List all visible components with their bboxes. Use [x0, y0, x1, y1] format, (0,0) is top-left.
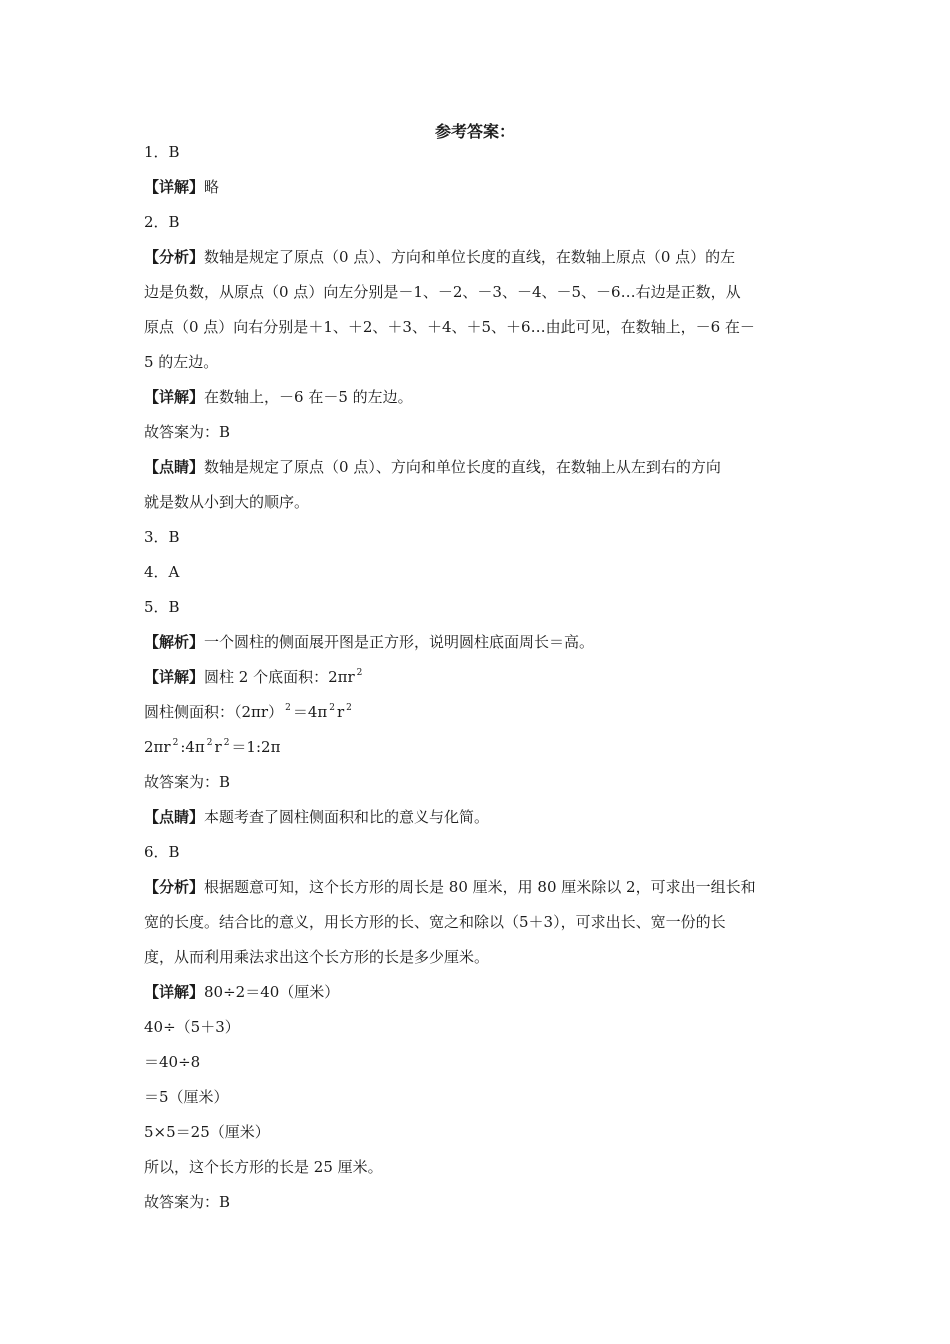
line-text: 故答案为：B [144, 773, 231, 791]
line-text: 原点（0 点）向右分别是＋1、＋2、＋3、＋4、＋5、＋6…由此可见，在数轴上，－6 在－ [144, 318, 755, 336]
line-text: :4π [180, 738, 205, 756]
section-tag: 【详解】 [144, 388, 205, 406]
line-text: 圆柱侧面积：（2πr） [144, 703, 284, 721]
line-text: 圆柱 2 个底面积：2πr [204, 668, 355, 686]
line-text: 宽的长度。结合比的意义，用长方形的长、宽之和除以（5＋3），可求出长、宽一份的长 [144, 913, 726, 931]
section-tag: 【点睛】 [144, 808, 205, 826]
line-text: 数轴是规定了原点（0 点）、方向和单位长度的直线，在数轴上从左到右的方向 [204, 458, 721, 476]
answer-line [144, 555, 814, 590]
answer-line [144, 485, 814, 520]
answer-line [144, 275, 814, 310]
answer-line [144, 135, 814, 170]
line-text: 度，从而利用乘法求出这个长方形的长是多少厘米。 [144, 948, 490, 966]
answer-line [144, 800, 814, 835]
answer-line [144, 905, 814, 940]
superscript: 2 [346, 703, 352, 713]
page-title: 参考答案： [434, 122, 515, 141]
answer-line [144, 1150, 814, 1185]
answer-line [144, 730, 814, 765]
answer-line [144, 835, 814, 870]
line-text: 在数轴上，－6 在－5 的左边。 [204, 388, 413, 406]
line-text: 略 [204, 178, 220, 196]
superscript: 2 [356, 668, 363, 678]
superscript: 2 [172, 738, 179, 748]
answer-line [144, 1010, 814, 1045]
answer-line [144, 975, 814, 1010]
line-text: 2πr [144, 738, 171, 756]
section-tag: 【详解】 [144, 668, 205, 686]
answer-line [144, 625, 814, 660]
section-tag: 【详解】 [144, 983, 205, 1001]
line-text: 6．B [144, 843, 180, 861]
section-tag: 【详解】 [144, 178, 205, 196]
answer-line [144, 940, 814, 975]
answer-line [144, 1080, 814, 1115]
line-text: 本题考查了圆柱侧面积和比的意义与化简。 [204, 808, 490, 826]
answer-line [144, 660, 814, 695]
line-text: 根据题意可知，这个长方形的周长是 80 厘米，用 80 厘米除以 2，可求出一组长和 [204, 878, 756, 896]
line-text: 40÷（5＋3） [144, 1018, 240, 1036]
line-text: r [214, 738, 222, 756]
line-text: ＝1:2π [231, 738, 281, 756]
answer-line [144, 380, 814, 415]
line-text: 5 的左边。 [144, 353, 219, 371]
answer-line [144, 695, 814, 730]
answer-line [144, 170, 814, 205]
line-text: 5．B [144, 598, 180, 616]
line-text: 4．A [144, 563, 180, 581]
answer-line [144, 765, 814, 800]
superscript: 2 [329, 703, 335, 713]
line-text: 所以，这个长方形的长是 25 厘米。 [144, 1158, 383, 1176]
section-tag: 【点睛】 [144, 458, 205, 476]
line-text: 3．B [144, 528, 180, 546]
line-text: 5×5＝25（厘米） [144, 1123, 270, 1141]
line-text: 边是负数，从原点（0 点）向左分别是－1、－2、－3、－4、－5、－6…右边是正数，从 [144, 283, 741, 301]
superscript: 2 [285, 703, 291, 713]
answer-line [144, 1045, 814, 1080]
section-tag: 【解析】 [144, 633, 205, 651]
line-text: 就是数从小到大的顺序。 [144, 493, 310, 511]
line-text: ＝5（厘米） [144, 1088, 229, 1106]
answer-line [144, 870, 814, 905]
answer-line [144, 520, 814, 555]
line-text: 故答案为：B [144, 423, 231, 441]
answer-line [144, 590, 814, 625]
line-text: 80÷2＝40（厘米） [204, 983, 340, 1001]
superscript: 2 [223, 738, 230, 748]
answer-line [144, 240, 814, 275]
line-text: 数轴是规定了原点（0 点）、方向和单位长度的直线，在数轴上原点（0 点）的左 [204, 248, 736, 266]
answer-line [144, 415, 814, 450]
line-text: 一个圆柱的侧面展开图是正方形，说明圆柱底面周长＝高。 [204, 633, 595, 651]
line-text: 2．B [144, 213, 180, 231]
answer-line [144, 1115, 814, 1150]
section-tag: 【分析】 [144, 878, 205, 896]
line-text: ＝40÷8 [144, 1053, 201, 1071]
answer-line [144, 345, 814, 380]
answer-line [144, 310, 814, 345]
answer-line [144, 205, 814, 240]
superscript: 2 [206, 738, 213, 748]
answer-content [144, 135, 814, 1220]
answer-line [144, 450, 814, 485]
answer-line [144, 1185, 814, 1220]
section-tag: 【分析】 [144, 248, 205, 266]
line-text: 1．B [144, 143, 180, 161]
line-text: 故答案为：B [144, 1193, 231, 1211]
line-text: r [336, 703, 345, 721]
line-text: ＝4π [292, 703, 328, 721]
